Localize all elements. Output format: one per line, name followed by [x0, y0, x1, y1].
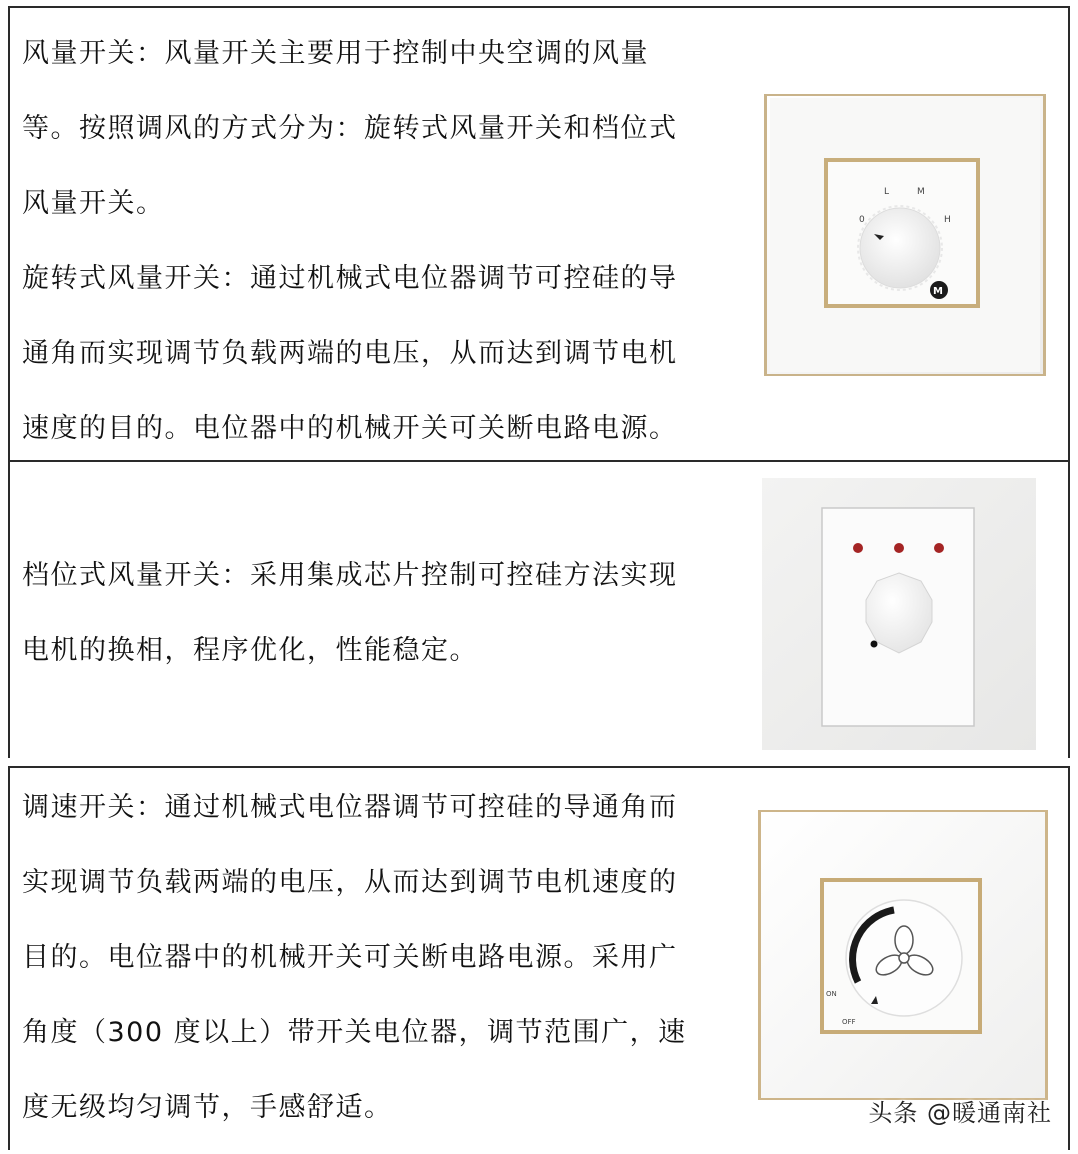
table-row-air-volume-switch — [8, 6, 1070, 462]
label-off: OFF — [842, 1018, 856, 1026]
speed-knob — [866, 573, 932, 653]
led-low-icon — [853, 543, 863, 553]
text-line: 风量开关：风量开关主要用于控制中央空调的风量 — [22, 38, 649, 69]
description-cell — [10, 8, 736, 460]
label-H: H — [944, 215, 951, 225]
text-line: 调速开关：通过机械式电位器调节可控硅的导通角而 — [22, 792, 678, 823]
text-line: 档位式风量开关：采用集成芯片控制可控硅方法实现 — [22, 560, 678, 591]
label-on: ON — [826, 990, 837, 998]
text-line: 旋转式风量开关：通过机械式电位器调节可控硅的导 — [22, 263, 678, 294]
text-line: 实现调节负载两端的电压，从而达到调节电机速度的 — [22, 867, 678, 898]
product-image-cell — [734, 8, 1068, 460]
text-line: 目的。电位器中的机械开关可关断电路电源。采用广 — [22, 942, 678, 973]
text-line: 风量开关。 — [22, 188, 165, 219]
brand-logo-text: M — [933, 286, 943, 297]
knob-indicator-icon — [871, 641, 878, 648]
table-row-gear-switch — [8, 460, 1070, 758]
gear-switch-image — [734, 462, 1068, 758]
label-M: M — [917, 187, 925, 197]
description-cell — [10, 462, 736, 758]
text-line: 通角而实现调节负载两端的电压，从而达到调节电机 — [22, 338, 678, 369]
text-line: 等。按照调风的方式分为：旋转式风量开关和档位式 — [22, 113, 678, 144]
text-line: 角度（300 度以上）带开关电位器，调节范围广，速 — [22, 1017, 687, 1048]
product-image-cell — [734, 462, 1068, 758]
text-line: 速度的目的。电位器中的机械开关可关断电路电源。 — [22, 413, 678, 444]
description-cell — [10, 768, 736, 1150]
text-line: 度无级均匀调节，手感舒适。 — [22, 1092, 393, 1123]
led-high-icon — [934, 543, 944, 553]
label-L: L — [884, 187, 890, 197]
source-watermark: 头条 @暖通南社 — [868, 1099, 1052, 1127]
text-line: 电机的换相，程序优化，性能稳定。 — [22, 635, 478, 666]
led-mid-icon — [894, 543, 904, 553]
rotary-switch-image — [734, 8, 1068, 460]
label-0: 0 — [859, 215, 865, 225]
